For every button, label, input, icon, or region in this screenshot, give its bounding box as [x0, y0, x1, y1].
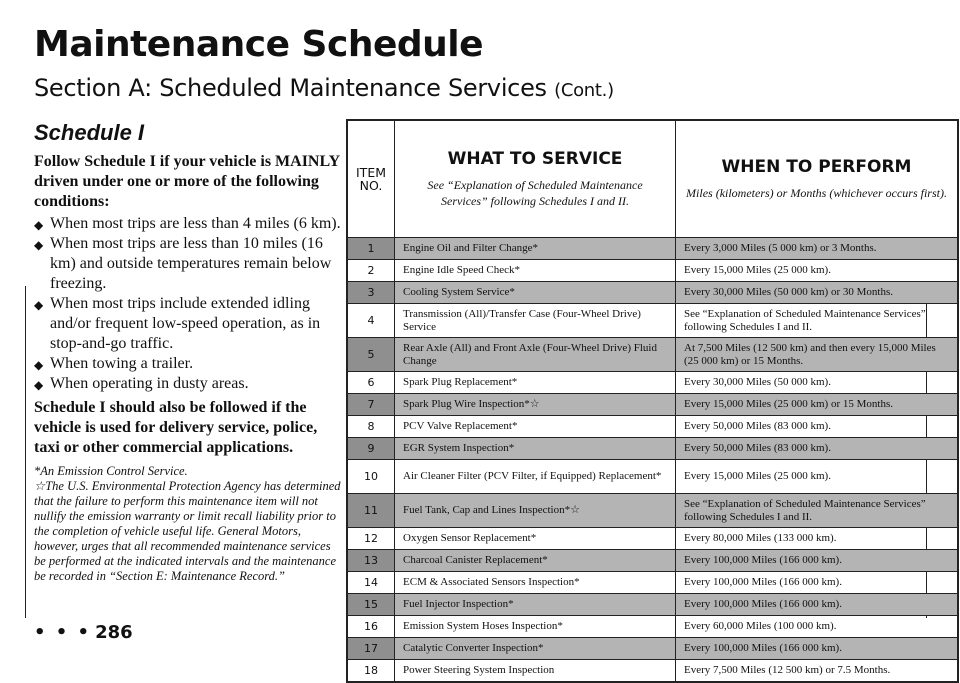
- condition-text: When most trips are less than 4 miles (6 km).: [50, 215, 341, 232]
- when-cell: Every 100,000 Miles (166 000 km).: [676, 572, 959, 594]
- header-item-no: ITEM NO.: [347, 120, 395, 238]
- header-what-to-service: [395, 120, 676, 238]
- table-row: [347, 460, 958, 494]
- when-cell: Every 60,000 Miles (100 000 km).: [676, 616, 959, 638]
- table-row: [347, 594, 958, 616]
- when-cell: Every 30,000 Miles (50 000 km).: [676, 372, 959, 394]
- what-cell: ECM & Associated Sensors Inspection*: [395, 572, 676, 594]
- table-row: [347, 260, 958, 282]
- section-title-text: Section A: Scheduled Maintenance Services: [34, 74, 547, 102]
- table-row: [347, 238, 958, 260]
- item-number: 11: [347, 494, 395, 528]
- what-cell: Emission System Hoses Inspection*: [395, 616, 676, 638]
- maintenance-table: [346, 119, 959, 683]
- when-cell: At 7,500 Miles (12 500 km) and then every 15,000 Miles (25 000 km) or 15 Months.: [676, 338, 959, 372]
- footnote-epa: ☆The U.S. Environmental Protection Agency has determined that the failure to perform this maintenance item will not nullify the emission warranty or limit recall liability prior to the completion of vehicle useful life. General Motors, however, urges that all recommended maintenance services be performed at the indicated intervals and the maintenance be recorded in “Section E: Maintenance Record.”: [34, 479, 341, 583]
- what-cell: Catalytic Converter Inspection*: [395, 638, 676, 660]
- what-cell: Cooling System Service*: [395, 282, 676, 304]
- schedule-description: [34, 120, 342, 584]
- item-number: 14: [347, 572, 395, 594]
- conditions-list: [34, 214, 342, 394]
- item-number: 17: [347, 638, 395, 660]
- bullet-icon: ◆: [34, 378, 44, 392]
- when-title: WHEN TO PERFORM: [721, 157, 912, 177]
- condition-item: [34, 374, 342, 394]
- item-number: 2: [347, 260, 395, 282]
- what-cell: Power Steering System Inspection: [395, 660, 676, 682]
- page-number-value: 286: [95, 622, 133, 643]
- section-title: [34, 74, 614, 102]
- table-row: [347, 372, 958, 394]
- table-row: [347, 416, 958, 438]
- item-number: 3: [347, 282, 395, 304]
- when-cell: Every 7,500 Miles (12 500 km) or 7.5 Months.: [676, 660, 959, 682]
- table-row: [347, 550, 958, 572]
- item-number: 1: [347, 238, 395, 260]
- table-row: [347, 616, 958, 638]
- commercial-note: Schedule I should also be followed if the vehicle is used for delivery service, police, taxi or other commercial applications.: [34, 399, 318, 456]
- when-cell: Every 100,000 Miles (166 000 km).: [676, 550, 959, 572]
- item-number: 15: [347, 594, 395, 616]
- page-number: [34, 622, 133, 643]
- bullet-icon: ◆: [34, 298, 44, 312]
- condition-text: When most trips include extended idling and/or frequent low-speed operation, as in stop-and-go traffic.: [50, 295, 321, 352]
- when-subtitle: Miles (kilometers) or Months (whichever occurs first).: [686, 186, 947, 200]
- what-title: WHAT TO SERVICE: [447, 149, 623, 169]
- left-margin-rule: [25, 286, 26, 618]
- bullet-icon: ◆: [34, 238, 44, 252]
- table-header-row: [347, 120, 958, 238]
- table-row: [347, 282, 958, 304]
- what-cell: Engine Idle Speed Check*: [395, 260, 676, 282]
- condition-item: [34, 294, 342, 354]
- what-cell: Transmission (All)/Transfer Case (Four-Wheel Drive) Service: [395, 304, 676, 338]
- what-cell: Fuel Injector Inspection*: [395, 594, 676, 616]
- bullet-icon: ◆: [34, 218, 44, 232]
- when-cell: Every 80,000 Miles (133 000 km).: [676, 528, 959, 550]
- what-cell: Engine Oil and Filter Change*: [395, 238, 676, 260]
- table-row: [347, 528, 958, 550]
- what-cell: Fuel Tank, Cap and Lines Inspection*☆: [395, 494, 676, 528]
- footnote-emission: *An Emission Control Service.: [34, 464, 188, 478]
- intro-text: Follow Schedule I if your vehicle is MAINLY driven under one or more of the following conditions:: [34, 153, 340, 210]
- item-number: 18: [347, 660, 395, 682]
- item-number: 10: [347, 460, 395, 494]
- header-when-to-perform: [676, 120, 959, 238]
- what-cell: Charcoal Canister Replacement*: [395, 550, 676, 572]
- what-cell: Spark Plug Wire Inspection*☆: [395, 394, 676, 416]
- table-row: [347, 304, 958, 338]
- when-cell: Every 50,000 Miles (83 000 km).: [676, 416, 959, 438]
- what-cell: PCV Valve Replacement*: [395, 416, 676, 438]
- item-number: 12: [347, 528, 395, 550]
- table-row: [347, 394, 958, 416]
- item-number: 6: [347, 372, 395, 394]
- item-number: 5: [347, 338, 395, 372]
- table-row: [347, 638, 958, 660]
- when-cell: Every 15,000 Miles (25 000 km) or 15 Months.: [676, 394, 959, 416]
- item-number: 7: [347, 394, 395, 416]
- what-cell: Rear Axle (All) and Front Axle (Four-Wheel Drive) Fluid Change: [395, 338, 676, 372]
- item-number: 13: [347, 550, 395, 572]
- when-cell: See “Explanation of Scheduled Maintenance Services” following Schedules I and II.: [676, 304, 959, 338]
- when-cell: Every 30,000 Miles (50 000 km) or 30 Months.: [676, 282, 959, 304]
- bullet-icon: ◆: [34, 358, 44, 372]
- when-cell: Every 15,000 Miles (25 000 km).: [676, 260, 959, 282]
- condition-text: When most trips are less than 10 miles (16 km) and outside temperatures remain below freezing.: [50, 235, 332, 292]
- item-number: 16: [347, 616, 395, 638]
- what-cell: Spark Plug Replacement*: [395, 372, 676, 394]
- condition-item: [34, 214, 342, 234]
- page-title: Maintenance Schedule: [34, 24, 484, 65]
- page-dots: • • •: [34, 622, 92, 643]
- what-cell: EGR System Inspection*: [395, 438, 676, 460]
- table-row: [347, 660, 958, 682]
- condition-item: [34, 354, 342, 374]
- condition-text: When towing a trailer.: [50, 355, 194, 372]
- item-number: 9: [347, 438, 395, 460]
- table-row: [347, 438, 958, 460]
- table-row: [347, 494, 958, 528]
- item-number: 8: [347, 416, 395, 438]
- table-row: [347, 572, 958, 594]
- when-cell: Every 100,000 Miles (166 000 km).: [676, 638, 959, 660]
- when-cell: Every 3,000 Miles (5 000 km) or 3 Months.: [676, 238, 959, 260]
- section-cont-label: (Cont.): [554, 80, 614, 101]
- condition-item: [34, 234, 342, 294]
- when-cell: Every 50,000 Miles (83 000 km).: [676, 438, 959, 460]
- table-row: [347, 338, 958, 372]
- when-cell: Every 100,000 Miles (166 000 km).: [676, 594, 959, 616]
- what-cell: Oxygen Sensor Replacement*: [395, 528, 676, 550]
- when-cell: See “Explanation of Scheduled Maintenance Services” following Schedules I and II.: [676, 494, 959, 528]
- when-cell: Every 15,000 Miles (25 000 km).: [676, 460, 959, 494]
- what-subtitle: See “Explanation of Scheduled Maintenance Services” following Schedules I and II.: [427, 178, 643, 208]
- item-number: 4: [347, 304, 395, 338]
- schedule-heading: Schedule I: [34, 120, 145, 145]
- what-cell: Air Cleaner Filter (PCV Filter, if Equipped) Replacement*: [395, 460, 676, 494]
- condition-text: When operating in dusty areas.: [50, 375, 249, 392]
